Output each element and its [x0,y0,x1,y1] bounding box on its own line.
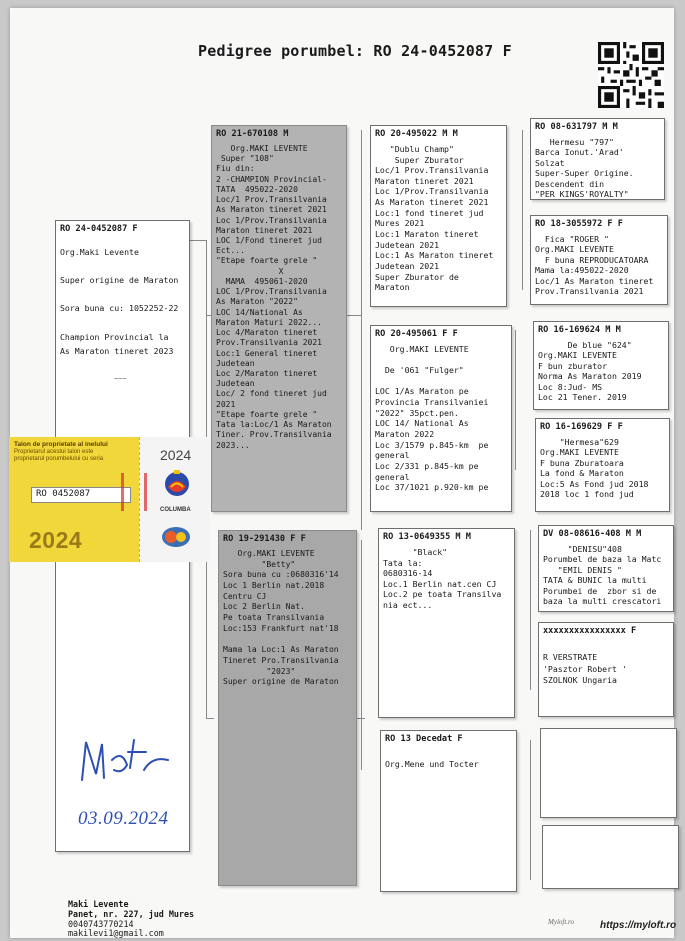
great-grandparent-card-empty[interactable] [540,728,677,818]
federation-logo-icon [160,525,192,549]
ring-number: RO 18-3055972 F F [535,219,623,229]
great-grandparent-card[interactable] [533,321,669,410]
connector-line [361,130,362,530]
connector-line [188,240,207,241]
great-grandparent-card[interactable] [530,118,665,200]
card-text: "DENISU"408 Porumbel de baza la Matc "EMIL DENIS " TATA & BUNIC la multi Porumbei de zbor si de baza la multi crescatori [543,543,662,607]
tag-white-part [139,437,210,562]
card-text: Org.Mene und Tocter [385,758,479,769]
signature-date: 03.09.2024 [78,808,169,829]
connector-line [345,315,362,316]
father-card[interactable] [211,125,347,512]
ring-number: RO 13 Decedat F [385,734,463,744]
connector-line [530,530,531,690]
connector-line [522,130,523,290]
ring-number: RO 13-0649355 M M [383,532,471,542]
ring-number: xxxxxxxxxxxxxxxx F [543,626,637,636]
tag-year-small: 2024 [160,447,192,463]
ring-number: RO 20-495061 F F [375,329,458,339]
card-text: Hermesu "797" Barca Ionut.'Arad' Solzat Super-Super Origine. Descendent din "PER KINGS'ROYALTY" [535,136,634,200]
tag-year: 2024 [29,527,83,553]
card-text: "Black" Tata la: 0680316-14 Loc.1 Berlin nat.cen CJ Loc.2 pe toata Transilva nia ect... [383,546,502,611]
great-grandparent-card-empty[interactable] [542,825,679,889]
tag-heading: Talon de proprietate al inelului [14,441,108,448]
tag-ring-number: RO 0452087 [31,487,131,503]
ring-number: DV 08-08616-408 M M [543,529,642,539]
tag-yellow-part [9,437,139,562]
card-text: De blue "624" Org.MAKI LEVENTE F bun zburator Norma As Maraton 2019 Loc 8:Jud- MS Loc 21 Tener. 2019 [538,339,642,403]
great-grandparent-card[interactable] [530,215,668,305]
card-text: R VERSTRATE 'Pasztor Robert ' SZOLNOK Ungaria [543,652,627,686]
handwritten-signature-icon [72,730,192,790]
ring-number: RO 24-0452087 F [60,224,138,234]
owner-email[interactable]: makilevi1@gmail.com [68,928,164,939]
card-text: Org.MAKI LEVENTE Super "108" Fiu din: 2 -CHAMPION Provincial- TATA 495022-2020 Loc/1 Prov.Transilvania As Maraton tineret 2021 Loc 1/Prov.Transilvania Maraton tineret 2021 LOC 1/Fond tineret jud Ect... "Etape foarte grele " X MAMA 495061-2020 LOC 1/Prov.Transilvania As Maraton "2022" LOC 14/National As Maraton Maturi 2022... Loc 4/Maraton tineret Prov.Transilvania 2021 Loc:1 General tineret Judetean Loc 2/Maraton tineret Judetean Loc/ 2 fond tineret jud 2021 "Etape foarte grele " Tata la:Loc/1 As Maraton Tiner. Prov.Transilvania 2023... [216,143,332,450]
card-text: Org.Maki Levente Super origine de Maraton Sora buna cu: 1052252-22 Champion Provincial la As Maraton tineret 2023 [60,246,179,356]
card-text: "Hermesa"629 Org.MAKI LEVENTE F buna Zburatoara La fond & Maraton Loc:5 As Fond jud 2018 2018 loc 1 fond jud [540,436,649,500]
owner-contact [68,900,194,939]
grandfather-paternal-card[interactable] [370,125,507,307]
great-grandparent-card[interactable] [535,418,670,512]
connector-line [361,540,362,770]
brand-name: COLUMBA [160,507,191,513]
grandmother-maternal-card[interactable] [380,730,517,892]
tag-subtext: Proprietarul acestui talon este [14,448,94,455]
connector-line [530,740,531,880]
owner-address: Panet, nr. 227, jud Mures [68,908,195,919]
ring-number: RO 19-291430 F F [223,534,306,544]
small-signature: Myloft.ro [548,918,574,926]
ring-number: RO 08-631797 M M [535,122,618,132]
card-text: "Dublu Champ" Super Zburator Loc/1 Prov.Transilvania Maraton tineret 2021 Loc 1/Prov.Transilvania As Maraton tineret 2021 Loc:1 fond tineret jud Mures 2021 Loc:1 Maraton tineret Judetean 2021 Loc:1 As Maraton tineret Judetean 2021 Super Zburator de Maraton [375,143,494,293]
ring-number: RO 20-495022 M M [375,129,458,139]
ring-number: RO 16-169629 F F [540,422,623,432]
mother-card[interactable] [218,530,357,886]
grandfather-maternal-card[interactable] [378,528,515,718]
columba-logo-icon [162,469,192,507]
qr-code-icon [598,42,664,108]
card-text: Org.MAKI LEVENTE De '061 "Fulger" LOC 1/As Maraton pe Provincia Transilvaniei "2022" 35pct.pen. LOC 14/ National As Maraton 2022 Loc 3/1579 p.845-km pe general Loc 2/331 p.845-km pe general Loc 37/1021 p.920-km pe [375,343,489,493]
website-link[interactable]: https://myloft.ro [600,920,677,931]
owner-name: Maki Levente [68,899,129,909]
owner-phone: 0040743770214 [68,918,134,929]
card-text: Fica "ROGER " Org.MAKI LEVENTE F buna REPRODUCATOARA Mama la:495022-2020 Loc/1 As Maraton tineret Prov.Transilvania 2021 [535,233,654,297]
card-text: Org.MAKI LEVENTE "Betty" Sora buna cu :0680316'14 Loc 1 Berlin nat.2018 Centru CJ Loc 2 Berlin Nat. Pe toata Transilvania Loc:153 Frankfurt nat'18 Mama la Loc:1 As Maraton Tineret Pro.Transilvania "2023" Super origine de Maraton [223,548,339,687]
grandmother-paternal-card[interactable] [370,325,512,512]
ring-number: RO 21-670108 M [216,129,289,139]
connector-line [515,330,516,470]
tag-subtext: proprietarul porumbelului cu seria [14,455,104,462]
connector-line [206,718,214,719]
ring-number: RO 16-169624 M M [538,325,621,335]
great-grandparent-card[interactable] [538,525,674,612]
great-grandparent-card[interactable] [538,622,674,717]
ring-ownership-tag [9,437,209,562]
small-mark: ~~~ [114,375,127,383]
page-title: Pedigree porumbel: RO 24-0452087 F [198,42,512,60]
tag-stripe [121,473,147,511]
